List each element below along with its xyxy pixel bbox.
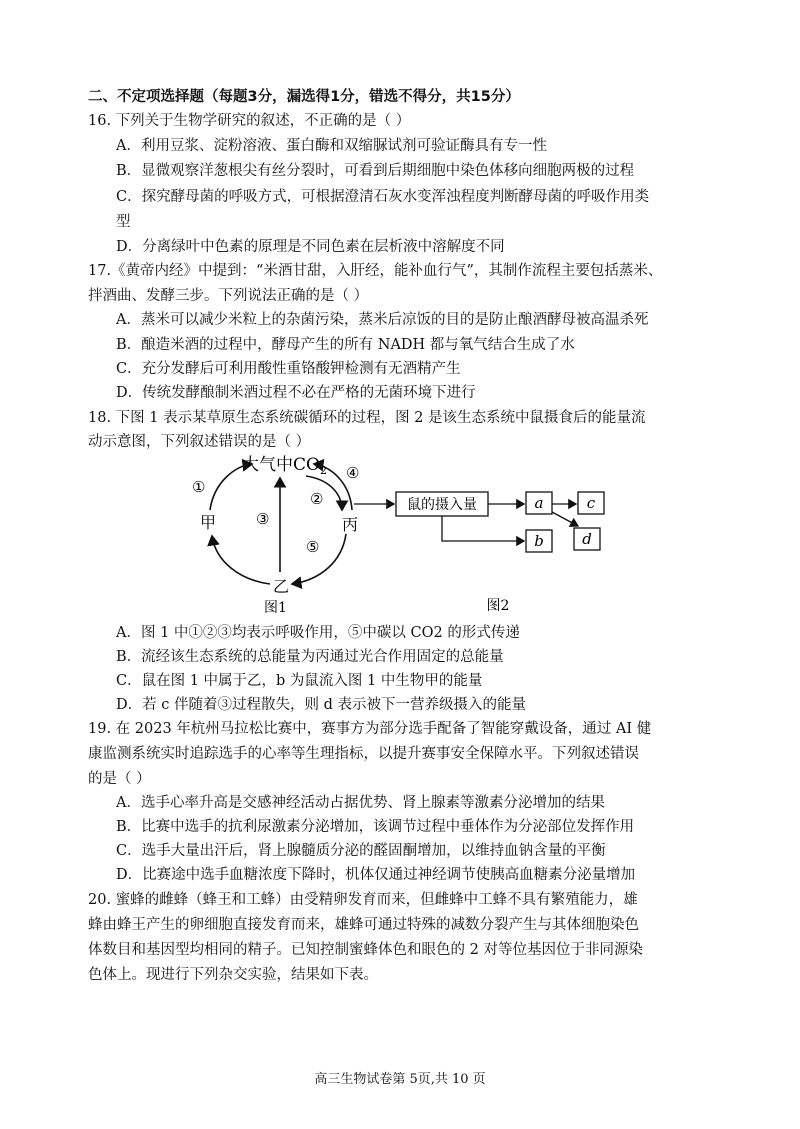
label-jia: 甲 <box>200 513 217 532</box>
box-a-label: a <box>534 494 544 512</box>
q16-option-b: B．显微观察洋葱根尖有丝分裂时，可看到后期细胞中染色体移向细胞两极的过程 <box>116 163 635 179</box>
q19-option-b: B．比赛中选手的抗利尿激素分泌增加，该调节过程中垂体作为分泌部位发挥作用 <box>116 819 635 835</box>
figure-1-caption: 图1 <box>264 600 287 616</box>
label-n3: ③ <box>256 510 270 528</box>
box-b-label: b <box>534 532 544 550</box>
q19-option-a: A．选手心率升高是交感神经活动占据优势、肾上腺素等激素分泌增加的结果 <box>116 795 605 811</box>
q18-stem: 18. 下图 1 表示某草原生态系统碳循环的过程，图 2 是该生态系统中鼠摄食后的能量流 <box>88 410 646 426</box>
label-n1: ① <box>192 478 206 496</box>
q18-option-d: D．若 c 伴随着③过程散失，则 d 表示被下一营养级摄入的能量 <box>116 697 526 713</box>
q20-line-3: 体数目和基因型均相同的精子。已知控制蜜蜂体色和眼色的 2 对等位基因位于非同源染 <box>88 942 643 958</box>
q18-option-c: C．鼠在图 1 中属于乙，b 为鼠流入图 1 中生物甲的能量 <box>116 673 483 689</box>
label-n4: ④ <box>346 464 360 482</box>
section-header: 二、不定项选择题（每题3分，漏选得1分，错选不得分，共15分） <box>88 89 520 105</box>
box-c-label: c <box>586 494 596 512</box>
q16-option-c-cont: 型 <box>116 214 131 230</box>
label-bing: 丙 <box>342 515 359 534</box>
q17-option-c: C．充分发酵后可利用酸性重铬酸钾检测有无酒精产生 <box>116 361 461 377</box>
q16-option-d: D．分离绿叶中色素的原理是不同色素在层析液中溶解度不同 <box>116 239 505 255</box>
q19-stem-cont1: 康监测系统实时追踪选手的心率等生理指标，以提升赛事安全保障水平。下列叙述错误 <box>88 746 639 762</box>
q17-option-a: A．蒸米可以减少米粒上的杂菌污染，蒸米后凉饭的目的是防止酿酒酵母被高温杀死 <box>116 312 649 328</box>
arrow-a-to-d <box>552 512 578 526</box>
q20-line-2: 蜂由蜂王产生的卵细胞直接发育而来，雄蜂可通过特殊的减数分裂产生与其体细胞染色 <box>88 917 639 933</box>
q16-stem: 16. 下列关于生物学研究的叙述，不正确的是（ ） <box>88 113 411 129</box>
q16-option-c: C．探究酵母菌的呼吸方式，可根据澄清石灰水变浑浊程度判断酵母菌的呼吸作用类 <box>116 189 650 205</box>
q17-option-d: D．传统发酵酿制米酒过程不必在严格的无菌环境下进行 <box>116 385 476 401</box>
q19-stem: 19. 在 2023 年杭州马拉松比赛中，赛事方为部分选手配备了智能穿戴设备，通过 AI 健 <box>88 721 652 737</box>
q18-option-b: B．流经该生态系统的总能量为丙通过光合作用固定的总能量 <box>116 649 504 665</box>
q16-option-a: A．利用豆浆、淀粉溶液、蛋白酶和双缩脲试剂可验证酶具有专一性 <box>116 138 547 154</box>
q17-stem: 17.《黄帝内经》中提到：“米酒甘甜，入肝经，能补血行气”，其制作流程主要包括蒸米、 <box>88 263 663 279</box>
arrow-intake-to-b <box>442 516 524 541</box>
q18-option-a: A．图 1 中①②③均表示呼吸作用，⑤中碳以 CO2 的形式传递 <box>116 625 520 641</box>
arrow-yi-to-jia <box>212 536 270 584</box>
q17-stem-cont: 拌酒曲、发酵三步。下列说法正确的是（ ） <box>88 288 369 304</box>
q17-option-b: B．酿造米酒的过程中，酵母产生的所有 NADH 都与氧气结合生成了水 <box>116 337 575 353</box>
box-d-label: d <box>582 530 592 548</box>
page-footer: 高三生物试卷第 5页,共 10 页 <box>314 1072 486 1087</box>
q19-option-c: C．选手大量出汗后，肾上腺髓质分泌的醛固酮增加，以维持血钠含量的平衡 <box>116 843 606 859</box>
q20-line-1: 20. 蜜蜂的雌蜂（蜂王和工蜂）由受精卵发育而来，但雌蜂中工蜂不具有繁殖能力，雄 <box>88 892 638 908</box>
label-yi: 乙 <box>273 577 290 596</box>
label-atmosphere: 大气中$CO_2$ <box>242 455 327 477</box>
q19-stem-cont2: 的是（ ） <box>88 771 151 787</box>
figure-2-energy-flow <box>348 478 628 618</box>
q20-line-4: 色体上。现进行下列杂交实验，结果如下表。 <box>88 967 378 983</box>
box-intake-label: 鼠的摄入量 <box>407 497 477 513</box>
q19-option-d: D．比赛途中选手血糖浓度下降时，机体仅通过神经调节使胰高血糖素分泌量增加 <box>116 867 636 883</box>
figure-2-caption: 图2 <box>486 598 510 614</box>
label-n2: ② <box>310 490 324 508</box>
label-n5: ⑤ <box>306 538 320 556</box>
q18-stem-cont: 动示意图，下列叙述错误的是（ ） <box>88 434 311 450</box>
